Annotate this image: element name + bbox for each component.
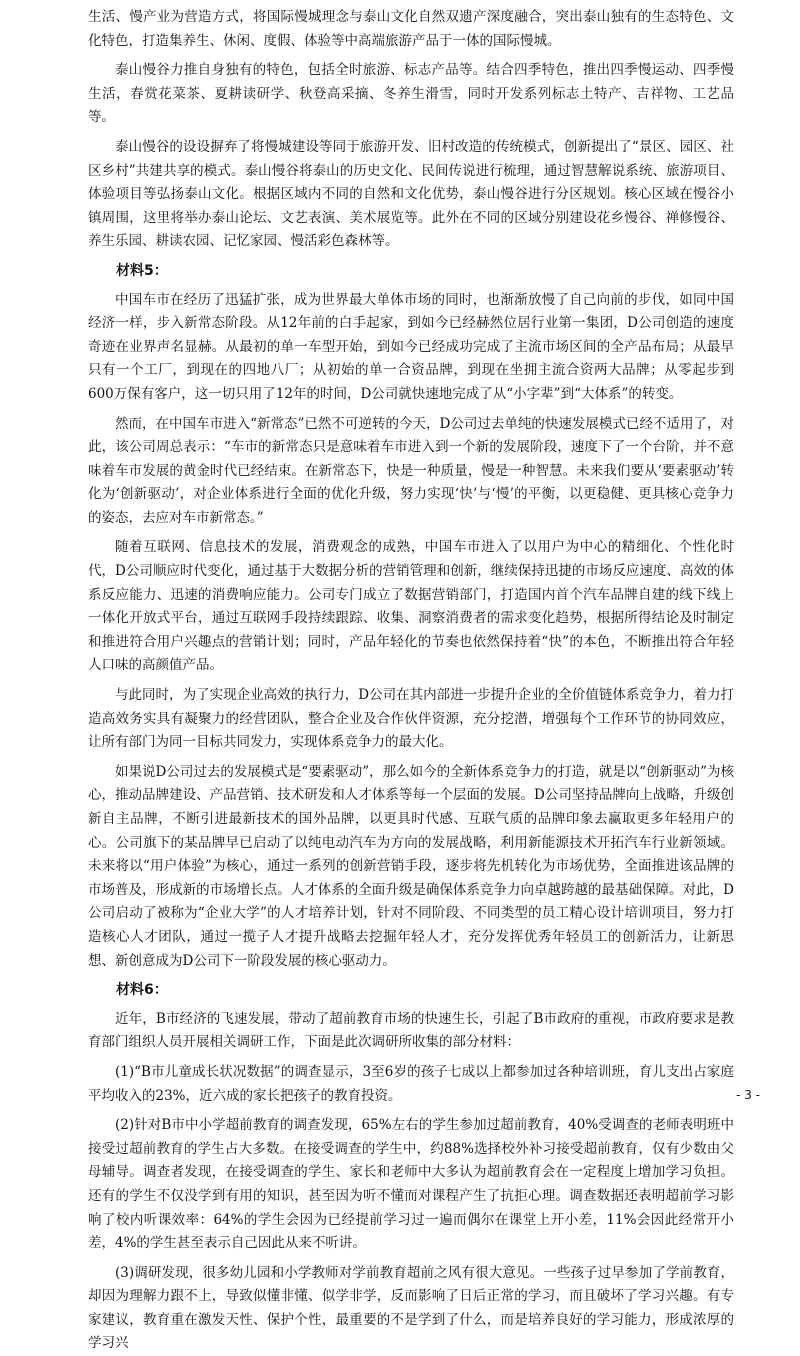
paragraph-internet-era: 随着互联网、信息技术的发展，消费观念的成熟，中国车市进入了以用户为中心的精细化、个性化时代，D公司顺应时代变化，通过基于大数据分析的营销管理和创新，继续保持迅捷的市场反应速度、高效的体系反应能力、迅速的消费响应能力。公司专门成立了数据营销部门，打造国内首个汽车品牌自建的线下线上一体化开放式平台，通过互联网手段持续跟踪、收集、洞察消费者的需求变化趋势，根据所得结论及时制定和推进符合用户兴趣点的营销计划；同时，产品年轻化的节奏也依然保持着“快”的本色，不断推出符合年轻人口味的高颜值产品。 [88, 539, 734, 674]
paragraph-car-market: 中国车市在经历了迅猛扩张，成为世界最大单体市场的同时，也渐渐放慢了自己向前的步伐，如同中国经济一样，步入新常态阶段。从12年前的白手起家，到如今已经赫然位居行业第一集团，D公司创造的速度奇迹在业界声名显赫。从最初的单一车型开始，到如今已经成功完成了主流市场区间的全产品布局；从最早只有一个工厂，到现在的四地八厂；从初始的单一合资品牌，到现在坐拥主流合资两大品牌；从零起步到600万保有客户，这一切只用了12年的时间，D公司就快速地完成了从“小字辈”到“大体系”的转变。 [88, 291, 734, 402]
section-heading-material-5: 材料5： [116, 262, 168, 279]
paragraph-b-city-intro: 近年，B市经济的飞速发展，带动了超前教育市场的快速生长，引起了B市政府的重视，市政府要求是教育部门组织人员开展相关调研工作，下面是此次调研所收集的部分材料： [88, 1010, 734, 1051]
paragraph-execution: 与此同时，为了实现企业高效的执行力，D公司在其内部进一步提升企业的全价值链体系竞争力，着力打造高效务实具有凝聚力的经营团队，整合企业及合作伙伴资源，充分挖潜，增强每个工作环节的协同效应，让所有部门为同一目标共同发力，实现体系竞争力的最大化。 [88, 687, 734, 751]
section-heading-material-6: 材料6： [116, 982, 168, 999]
page-number: - 3 - [736, 1088, 760, 1103]
paragraph-innovation-driven: 如果说D公司过去的发展模式是“要素驱动”，那么如今的全新体系竞争力的打造，就是以“创新驱动”为核心，推动品牌建设、产品营销、技术研发和人才体系等每一个层面的发展。D公司坚持品牌向上战略，升级创新自主品牌，不断引进最新技术的国外品牌，以更具时代感、互联气质的品牌印象去赢取更多年轻用户的心。公司旗下的某品牌早已启动了以纯电动汽车为方向的发展战略，利用新能源技术开拓汽车行业新领域。未来将以“用户体验”为核心，通过一系列的创新营销手段，逐步将先机转化为市场优势，全面推进该品牌的市场普及，形成新的市场增长点。人才体系的全面升级是确保体系竞争力向卓越跨越的最基础保障。对此，D公司启动了被称为“企业大学”的人才培养计划，针对不同阶段、不同类型的员工精心设计培训项目，努力打造核心人才团队，通过一揽子人才提升战略去挖掘年轻人才，充分发挥优秀年轻员工的创新活力，让新思想、新创意成为D公司下一阶段发展的核心驱动力。 [88, 763, 734, 969]
paragraph-item-1: (1)“B市儿童成长状况数据”的调查显示，3至6岁的孩子七成以上都参加过各种培训班，育儿支出占家庭平均收入的23%，近六成的家长把孩子的教育投资。 [88, 1063, 734, 1104]
paragraph-new-normal: 然而，在中国车市进入“新常态”已然不可逆转的今天，D公司过去单纯的快速发展模式已经不适用了，对此，该公司周总表示：“车市的新常态只是意味着车市进入到一个新的发展阶段，速度下了一个台阶，并不意味着车市发展的黄金时代已经结束。在新常态下，快是一种质量，慢是一种智慧。未来我们要从‘要素驱动’转化为‘创新驱动’，对企业体系进行全面的优化升级，努力实现‘快’与‘慢’的平衡，以更稳健、更具核心竞争力的姿态，去应对车市新常态。” [88, 415, 734, 526]
paragraph-taishan-features: 泰山慢谷力推自身独有的特色，包括全时旅游、标志产品等。结合四季特色，推出四季慢运动、四季慢生活，春赏花菜茶、夏耕读研学、秋登高采摘、冬养生滑雪，同时开发系列标志土特产、吉祥物、工艺品等。 [88, 62, 734, 126]
paragraph-item-2: (2)针对B市中小学超前教育的调查发现，65%左右的学生参加过超前教育，40%受调查的老师表明班中接受过超前教育的学生占大多数。在接受调查的学生中，约88%选择校外补习接受超前教育，仅有少数由父母辅导。调查者发现，在接受调查的学生、家长和老师中大多认为超前教育会在一定程度上增加学习负担。还有的学生不仅没学到有用的知识，甚至因为听不懂而对课程产生了抗拒心理。调查数据还表明超前学习影响了校内听课效率：64%的学生会因为已经提前学习过一遍而偶尔在课堂上开小差，11%会因此经常开小差，4%的学生甚至表示自己因此从来不听讲。 [88, 1117, 734, 1252]
paragraph-intro-continuation: 生活、慢产业为营造方式，将国际慢城理念与泰山文化自然双遗产深度融合，突出泰山独有的生态特色、文化特色，打造集养生、休闲、度假、体验等中高端旅游产品于一体的国际慢城。 [88, 9, 734, 49]
paragraph-item-3: (3)调研发现，很多幼儿园和小学教师对学前教育超前之风有很大意见。一些孩子过早参加了学前教育，却因为理解力跟不上，导致似懂非懂、似学非学，反而影响了日后正常的学习，而且破坏了学习兴趣。有专家建议，教育重在激发天性、保护个性，最重要的不是学到了什么，而是培养良好的学习能力，形成浓厚的学习兴 [88, 1264, 734, 1352]
paragraph-taishan-construction: 泰山慢谷的设设摒弃了将慢城建设等同于旅游开发、旧村改造的传统模式，创新提出了“景区、园区、社区乡村”共建共享的模式。泰山慢谷将泰山的历史文化、民间传说进行梳理，通过智慧解说系统、旅游项目、体验项目等弘扬泰山文化。根据区域内不同的自然和文化优势，泰山慢谷进行分区规划。核心区域在慢谷小镇周围，这里将举办泰山论坛、文艺表演、美术展览等。此外在不同的区域分别建设花乡慢谷、禅修慢谷、养生乐园、耕读农园、记忆家园、慢活彩色森林等。 [88, 138, 734, 250]
